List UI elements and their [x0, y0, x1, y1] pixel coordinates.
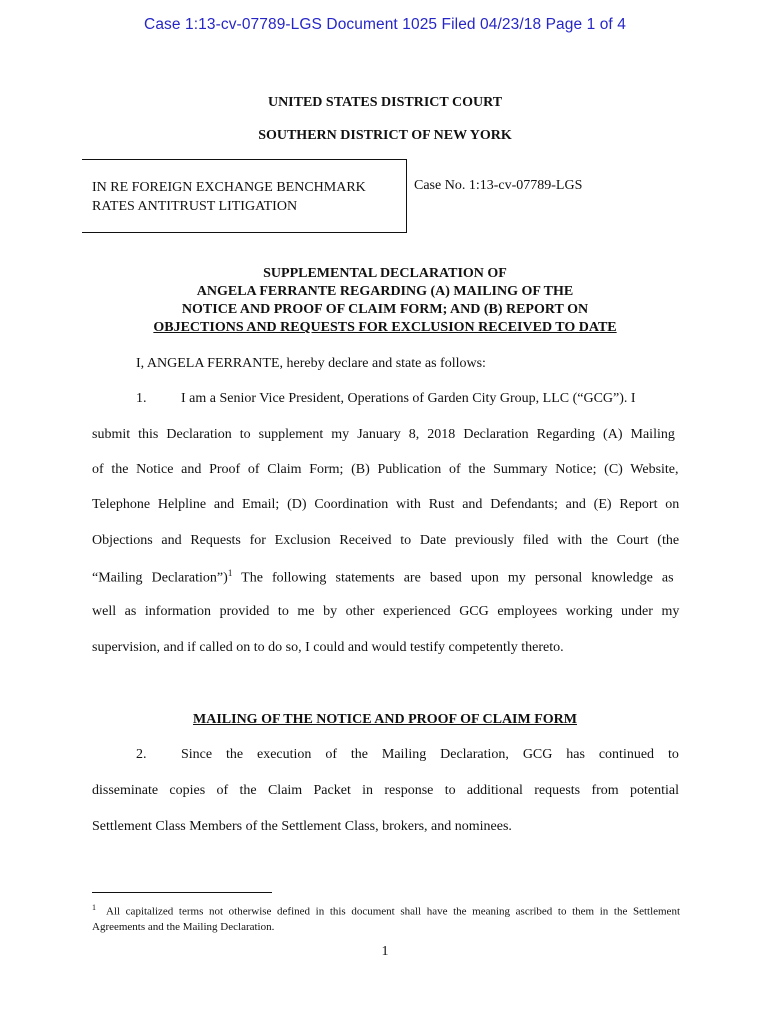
intro-statement: I, ANGELA FERRANTE, hereby declare and state as follows: — [136, 356, 486, 371]
para1-line-1: I am a Senior Vice President, Operations of Garden City Group, LLC (“GCG”). I — [181, 391, 636, 406]
page-number: 1 — [381, 944, 389, 959]
footnote-text: All capitalized terms not otherwise defined in this document shall have the meaning ascribed to them in the Settlement Agreements and the Mailing Declaration. — [92, 905, 680, 933]
footnote-mark: 1 — [92, 903, 96, 912]
court-district: SOUTHERN DISTRICT OF NEW YORK — [258, 128, 512, 143]
para1-line-2: submit this Declaration to supplement my January 8, 2018 Declaration Regarding (A) Mailing — [92, 427, 675, 442]
para1-line-6a: “Mailing Declaration”) — [92, 570, 228, 586]
para1-line-6b: The following statements are based upon my personal knowledge as — [232, 570, 674, 586]
para2-line-1: Since the execution of the Mailing Declaration, GCG has continued to — [181, 747, 679, 762]
para2-line-3: Settlement Class Members of the Settlement Class, brokers, and nominees. — [92, 819, 512, 834]
title-line-2: ANGELA FERRANTE REGARDING (A) MAILING OF THE — [196, 284, 574, 299]
title-line-3: NOTICE AND PROOF OF CLAIM FORM; AND (B) REPORT ON — [181, 302, 589, 317]
title-line-1: SUPPLEMENTAL DECLARATION OF — [263, 266, 507, 281]
court-name: UNITED STATES DISTRICT COURT — [267, 95, 503, 110]
para2-number: 2. — [136, 747, 147, 762]
document-title — [0, 265, 770, 337]
section-heading: MAILING OF THE NOTICE AND PROOF OF CLAIM FORM — [193, 712, 577, 727]
para1-number: 1. — [136, 391, 147, 406]
footnote-divider — [92, 892, 272, 893]
para1-line-5: Objections and Requests for Exclusion Received to Date previously filed with the Court (the — [92, 533, 680, 548]
footnote-ref: 1 — [227, 568, 233, 578]
caption-line-1: IN RE FOREIGN EXCHANGE BENCHMARK — [92, 180, 366, 195]
caption-line-2: RATES ANTITRUST LITIGATION — [92, 199, 298, 214]
para1-line-7: well as information provided to me by other experienced GCG employees working under my — [92, 604, 680, 619]
para1-line-4: Telephone Helpline and Email; (D) Coordination with Rust and Defendants; and (E) Report on — [92, 497, 680, 512]
footnote — [92, 900, 680, 935]
case-number: Case No. 1:13-cv-07789-LGS — [414, 178, 583, 193]
para1-line-6 — [92, 568, 674, 587]
ecf-header-stamp: Case 1:13-cv-07789-LGS Document 1025 Filed 04/23/18 Page 1 of 4 — [144, 16, 626, 33]
case-caption — [92, 178, 366, 216]
para1-line-3: of the Notice and Proof of Claim Form; (B) Publication of the Summary Notice; (C) Website, — [92, 462, 679, 477]
title-line-4: OBJECTIONS AND REQUESTS FOR EXCLUSION RECEIVED TO DATE — [153, 320, 617, 335]
para1-line-8: supervision, and if called on to do so, I could and would testify competently thereto. — [92, 640, 564, 655]
para2-line-2: disseminate copies of the Claim Packet in response to additional requests from potential — [92, 783, 679, 798]
